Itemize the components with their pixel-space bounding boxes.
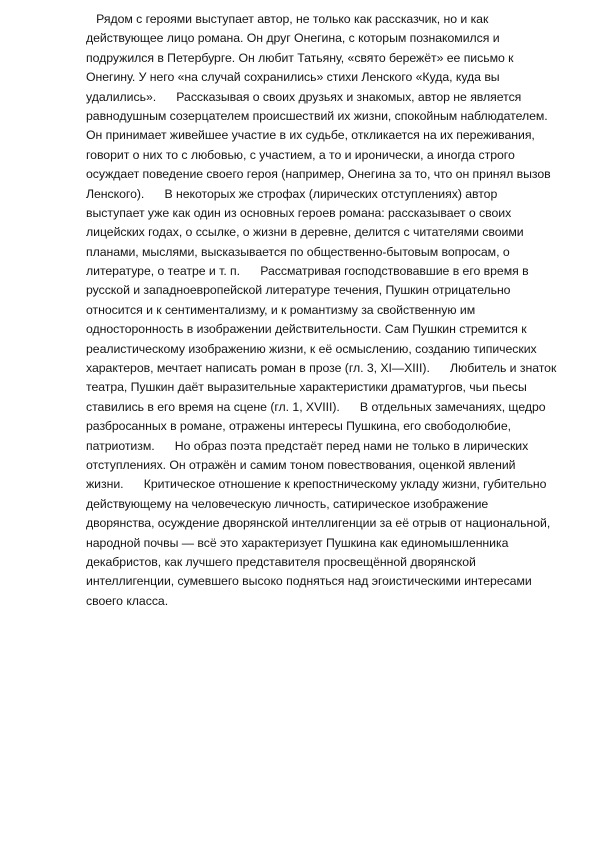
text-line: Ленского). В некоторых же строфах (лирических отступлениях) автор (86, 186, 498, 201)
text-line: народной почвы — всё это характеризует Пушкина как единомышленника (86, 535, 509, 550)
text-line: театра, Пушкин даёт выразительные характеристики драматургов, чьи пьесы (86, 380, 527, 395)
text-line: отступлениях. Он отражён и самим тоном повествования, оценкой явлений (86, 457, 516, 472)
text-line: равнодушным созерцателем происшествий их жизни, спокойным наблюдателем. (86, 108, 548, 123)
text-line: дворянства, осуждение дворянской интеллигенции за её отрыв от национальной, (86, 516, 551, 531)
text-line: разбросанных в романе, отражены интересы Пушкина, его свободолюбие, (86, 419, 512, 434)
text-line: жизни. Критическое отношение к крепостническому укладу жизни, губительно (86, 477, 547, 492)
text-line: выступает уже как один из основных героев романа: рассказывает о своих (86, 205, 512, 220)
text-line: говорит о них то с любовью, с участием, а то и иронически, а иногда строго (86, 147, 515, 162)
text-line: Рядом с героями выступает автор, не только как рассказчик, но и как (86, 12, 489, 26)
text-line: Он принимает живейшее участие в их судьбе, откликается на их переживания, (86, 128, 535, 143)
text-line: ставились в его время на сцене (гл. 1, XVIII). В отдельных замечаниях, щедро (86, 399, 546, 414)
text-line: действующему на человеческую личность, сатирическое изображение (86, 496, 489, 511)
text-line: лицейских годах, о ссылке, о жизни в деревне, делится с читателями своими (86, 225, 524, 240)
text-line: действующее лицо романа. Он друг Онегина, с которым познакомился и (86, 31, 500, 46)
text-line: литературе, о театре и т. п. Рассматривая господствовавшие в его время в (86, 264, 529, 279)
text-line: односторонность в изображении действительности. Сам Пушкин стремится к (86, 322, 527, 337)
text-line: русской и западноевропейской литературе течения, Пушкин отрицательно (86, 283, 511, 298)
text-line: интеллигенции, сумевшего высоко подняться над эгоистическими интересами (86, 574, 532, 589)
body-text (86, 10, 556, 611)
text-line: относится и к сентиментализму, и к романтизму за свойственную им (86, 302, 476, 317)
text-line: подружился в Петербурге. Он любит Татьяну, «свято бережёт» ее письмо к (86, 50, 514, 65)
text-line: планами, мыслями, высказывается по общественно-бытовым вопросам, о (86, 244, 510, 259)
text-line: осуждает поведение своего героя (например, Онегина за то, что он принял вызов (86, 167, 551, 182)
text-line: декабристов, как лучшего представителя просвещённой дворянской (86, 554, 476, 569)
text-line: характеров, мечтает написать роман в прозе (гл. 3, XI—XIII). Любитель и знаток (86, 361, 557, 376)
text-line: реалистическому изображению жизни, к её осмыслению, созданию типических (86, 341, 537, 356)
text-line: патриотизм. Но образ поэта предстаёт перед нами не только в лирических (86, 438, 529, 453)
text-line: удалились». Рассказывая о своих друзьях и знакомых, автор не является (86, 89, 522, 104)
text-line: Онегину. У него «на случай сохранились» стихи Ленского «Куда, куда вы (86, 70, 500, 85)
text-line: своего класса. (86, 593, 169, 608)
